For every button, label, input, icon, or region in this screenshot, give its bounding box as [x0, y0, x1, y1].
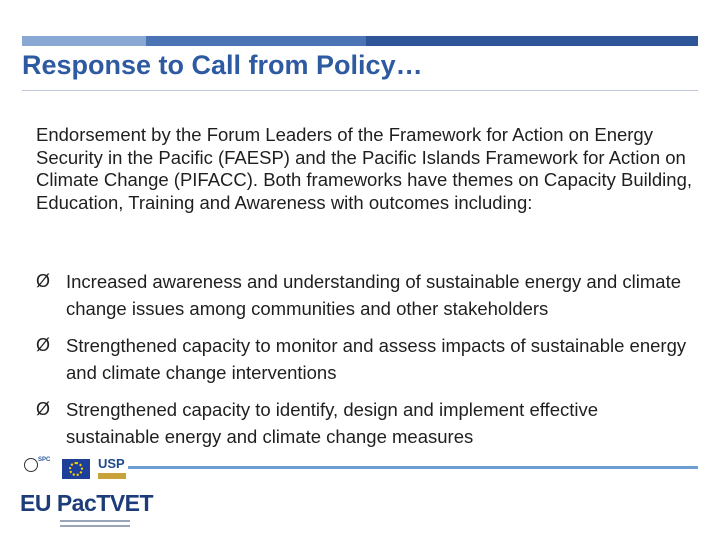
outcome-list — [36, 268, 696, 460]
partner-logos — [24, 456, 128, 484]
bullet-text: Increased awareness and understanding of sustainable energy and climate change issues among communities and other stakeholders — [66, 271, 682, 319]
list-item — [36, 396, 696, 450]
list-item — [36, 268, 696, 322]
arrow-bullet-icon: Ø — [36, 335, 51, 355]
accent-segment-mid — [146, 36, 366, 46]
title-divider — [22, 90, 698, 91]
spc-logo-icon: SPC — [24, 456, 56, 484]
logo-tagline-line — [60, 520, 130, 522]
eu-pactvet-logo: EU PacTVET — [20, 490, 154, 516]
logo-tagline-line — [60, 525, 130, 527]
accent-segment-light — [22, 36, 146, 46]
arrow-bullet-icon: Ø — [36, 271, 51, 291]
eu-flag-icon — [62, 459, 90, 479]
arrow-bullet-icon: Ø — [36, 399, 51, 419]
usp-logo-icon: USP — [94, 456, 128, 484]
header-accent-bar — [22, 36, 698, 46]
bullet-text: Strengthened capacity to monitor and assess impacts of sustainable energy and climate change interventions — [66, 335, 687, 383]
bullet-text: Strengthened capacity to identify, design and implement effective sustainable energy and climate change measures — [66, 399, 599, 447]
footer-divider — [128, 466, 698, 469]
accent-segment-dark — [366, 36, 698, 46]
slide-title: Response to Call from Policy… — [22, 50, 423, 80]
intro-paragraph: Endorsement by the Forum Leaders of the Framework for Action on Energy Security in the Pacific (FAESP) and the Pacific Islands Framework for Action on Climate Change (PIFACC). Both frameworks have themes on Capacity Building, Education, Training and Awareness with outcomes including: — [36, 124, 693, 213]
list-item — [36, 332, 696, 386]
